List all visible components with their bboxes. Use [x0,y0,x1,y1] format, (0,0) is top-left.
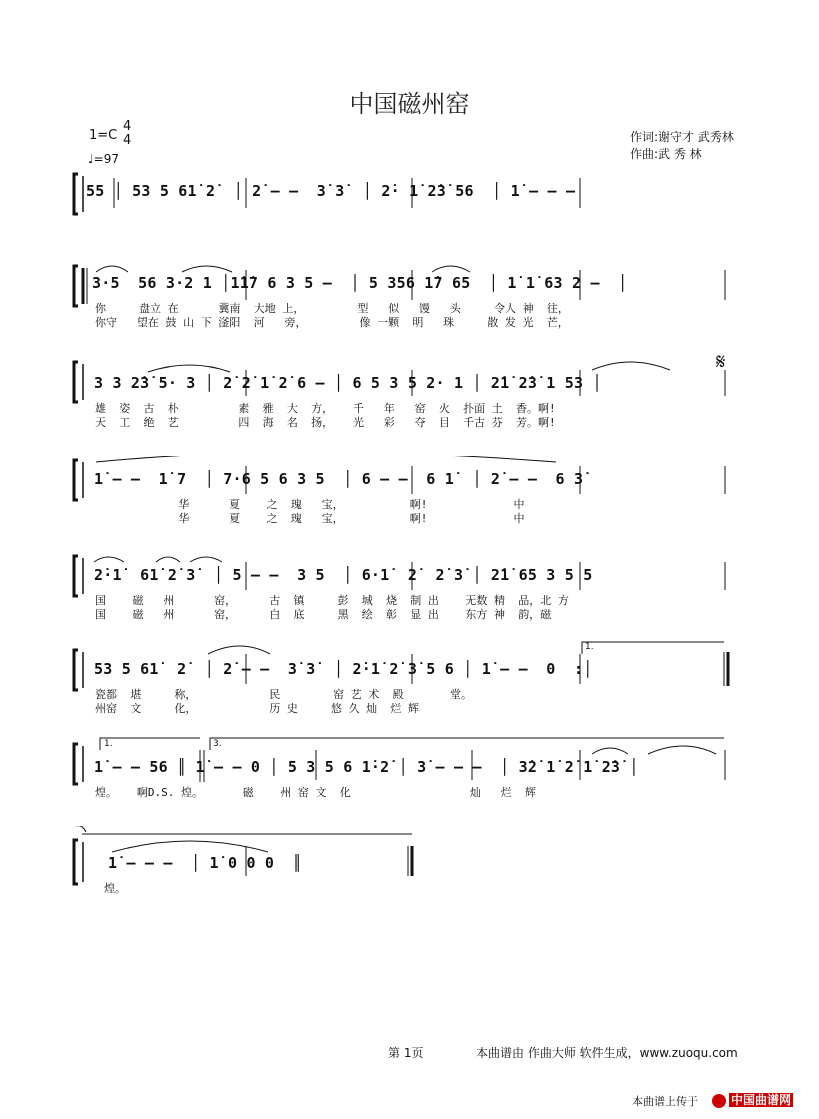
score-system-2 [0,262,819,332]
system-5-lyrics-verse-1: 国 磁 州 窑， 古 镇 彭 城 烧 制 出 无数 精 品，北 方 [95,594,569,607]
volta-third-label: 3. [213,739,222,749]
system-3-notes: 3 3 2̇3̇ 5· 3 │ 2̇ 2̇ 1̇ 2̇ 6 – │ 6 5 3 5 2· 1 │ 2̇1̇ 2̇3̇ 1 53 │ [94,374,602,392]
system-7-notes: 1̇ – – 56 ║ 1̇ – – 0 │ 5 3 5 6 1̇·2̇ │ 3̇ – – – │ 3̇2̇ 1̇ 2̇ 1̇ 2̇3̇ │ [94,758,639,776]
system-8-notes: 1̇ – – – │ 1̇ 0 0 0 ║ [108,854,302,872]
site-logo-text: 中国曲谱网 [731,1093,792,1107]
page-title: 中国磁州窑 [349,90,470,118]
composer-credit: 作曲:武 秀 林 [630,147,702,161]
system-4-notes: 1̇ – – 1̇ 7 │ 7·6 5 6 3 5 │ 6 – – 6 1̇ │ 2̇ – – 6 3̇ [94,470,584,488]
lyricist-credit: 作词:谢守才 武秀林 [630,130,734,144]
score-system-1 [0,170,819,220]
system-7-lyrics-verse-1: 煌。 啊D.S. 煌。 磁 州 窑 文 化 灿 烂 辉 [95,786,537,799]
tempo-marking [88,152,119,166]
time-denominator: 4 [123,133,132,148]
time-signature [123,120,131,148]
score-system-4 [0,456,819,526]
generator-credit: 本曲谱由 作曲大师 软件生成，www.zuoqu.com [476,1046,738,1060]
system-5-notes: 2̇·1̇ 61̇ 2̇ 3̇ │ 5 – – 3 5 │ 6·1̇ 2̇ 2̇ 3̇ │ 2̇1̇ 65 3 5 5 [94,566,593,584]
system-4-lyrics-verse-2: 华 夏 之 瑰 宝， 啊! 中 [112,512,525,525]
system-6-lyrics-verse-2: 州窑 文 化， 历 史 悠 久 灿 烂 辉 [95,702,420,715]
score-system-3 [0,350,819,429]
system-2-lyrics-verse-1: 你 盘立 在 冀南 大地 上， 型 似 馒 头 令人 神 往， [95,302,569,315]
system-6-notes: 53 5 61̇ 2̇ │ 2̇ – – 3̇ 3̇ │ 2̇·1̇ 2̇ 3̇ 5 6 │ 1̇ – – 0 :│ [94,660,593,678]
page-number: 第 1页 [388,1046,424,1060]
system-4-lyrics-verse-1: 华 夏 之 瑰 宝， 啊! 中 [112,498,525,511]
time-numerator: 4 [123,119,132,134]
volta-1-label: 1. [585,642,594,652]
tempo-value: =97 [93,152,119,166]
system-3-lyrics-verse-2: 天 工 绝 艺 四 海 名 扬， 光 彩 夺 目 千古 芬 芳。啊! [95,416,556,429]
score-system-8 [0,826,819,896]
system-6-lyrics-verse-1: 瓷都 堪 称， 民 窑 艺 术 殿 堂。 [95,688,473,701]
site-logo [712,1091,793,1108]
volta-first-label: 1. [104,739,113,749]
segno-icon: 𝄋 [716,350,726,375]
score-system-7 [0,734,819,804]
score-system-6 [0,640,819,720]
score-system-5 [0,552,819,622]
system-1-notes: 55 │ 53 5 61̇ 2̇ │ 2̇ – – 3̇ 3̇ │ 2̇· 1̇ 2̇3̇ 56 │ 1̇ – – – [86,182,576,200]
quarter-note-icon: ♩ [88,152,94,166]
system-3-lyrics-verse-1: 雄 姿 古 朴 素 雅 大 方， 千 年 窑 火 扑面 土 香。啊! [95,402,556,415]
system-8-lyrics-verse-1: 煌。 [104,882,126,895]
system-2-notes: 3·5 56 3·2 1 │1̇1̇7 6 3 5 – │ 5 356 1̇7 65 │ 1̇ 1̇ 63 2 – │ [92,274,628,292]
key-signature: 1=C [89,128,118,143]
system-2-lyrics-verse-2: 你守 望在 鼓 山 下 滏阳 河 旁， 像 一颗 明 珠 散 发 光 芒， [95,316,569,329]
logo-mark-icon [712,1094,726,1108]
upload-notice: 本曲谱上传于 [632,1095,698,1108]
system-5-lyrics-verse-2: 国 磁 州 窑， 白 底 黑 绘 彰 显 出 东方 神 韵，磁 [95,608,552,621]
